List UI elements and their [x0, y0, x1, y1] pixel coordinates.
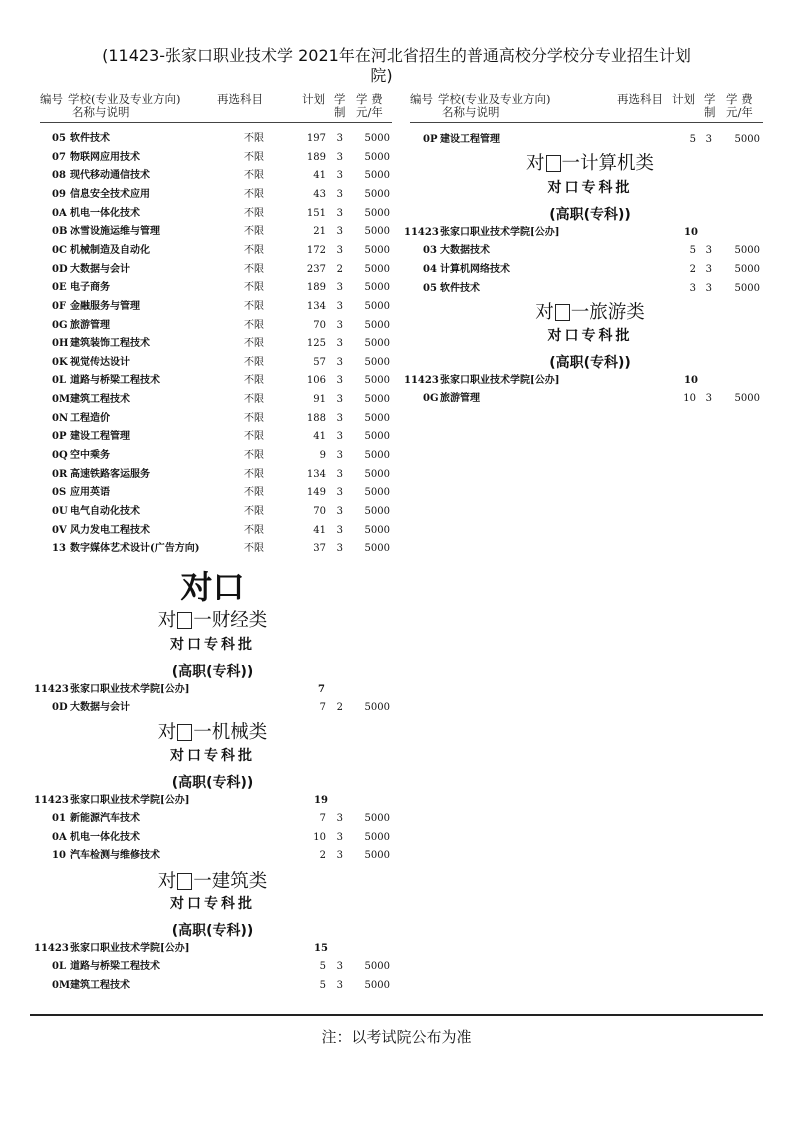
header-code: 编号 [40, 92, 63, 106]
school-name: 张家口职业技术学院[公办] [70, 795, 190, 806]
major-plan: 5 [689, 134, 696, 145]
major-plan: 57 [313, 356, 326, 368]
table-row [0, 977, 400, 994]
batch-title-jixie: 对口专科批 [170, 748, 255, 764]
major-subject: 不限 [244, 188, 264, 200]
school-plan: 10 [684, 227, 698, 238]
batch-title-lvyou: 对口专科批 [547, 328, 633, 344]
major-subject: 不限 [244, 226, 264, 238]
major-name: 大数据与会计 [70, 702, 130, 713]
major-years: 3 [336, 356, 343, 368]
major-name: 工程造价 [70, 412, 110, 424]
major-code: 01 [52, 813, 66, 824]
major-name: 风力发电工程技术 [70, 524, 150, 536]
major-fee: 5000 [364, 702, 390, 713]
major-plan: 106 [306, 375, 326, 387]
school-code: 11423 [404, 227, 439, 238]
major-subject: 不限 [244, 412, 264, 424]
major-plan: 37 [313, 543, 326, 555]
section-title-jianzhu [120, 867, 305, 893]
table-row [0, 810, 400, 827]
school-plan: 15 [314, 943, 328, 954]
major-name: 高速铁路客运服务 [70, 468, 150, 480]
major-name: 旅游管理 [70, 319, 110, 331]
major-fee: 5000 [364, 170, 390, 182]
major-subject: 不限 [244, 133, 264, 144]
major-plan: 134 [306, 300, 326, 312]
table-row [0, 484, 400, 501]
header-code: 编号 [410, 92, 433, 106]
table-row [0, 205, 400, 222]
table-row [0, 410, 400, 427]
major-plan: 7 [319, 813, 326, 824]
title-line-2: 院) [370, 66, 393, 85]
major-name: 空中乘务 [70, 450, 110, 462]
major-code: 0B [52, 226, 68, 238]
school-plan: 10 [684, 375, 698, 386]
major-fee: 5000 [364, 831, 390, 843]
table-row [0, 354, 400, 371]
major-years: 3 [336, 831, 343, 843]
major-fee: 5000 [364, 468, 390, 480]
major-code: 0F [52, 300, 67, 312]
major-plan: 5 [689, 245, 696, 256]
major-fee: 5000 [364, 356, 390, 368]
major-fee: 5000 [364, 450, 390, 462]
batch-title-jisuanji: 对口专科批 [547, 180, 633, 196]
major-code: 04 [423, 264, 437, 275]
major-subject: 不限 [244, 487, 264, 499]
major-fee: 5000 [364, 207, 390, 219]
major-fee: 5000 [364, 543, 390, 555]
major-fee: 5000 [364, 300, 390, 312]
section-title-jixie [120, 718, 305, 744]
footer-note: 注：以考试院公布为准 [321, 1028, 472, 1046]
major-fee: 5000 [364, 151, 390, 163]
major-plan: 172 [306, 244, 326, 256]
major-code: 0H [52, 338, 69, 350]
major-plan: 10 [683, 393, 696, 404]
table-row [0, 447, 400, 464]
major-years: 3 [336, 394, 343, 406]
major-fee: 5000 [364, 524, 390, 536]
table-row [0, 522, 400, 539]
major-code: 0S [52, 487, 67, 499]
major-name: 建设工程管理 [440, 134, 500, 145]
major-name: 机电一体化技术 [70, 831, 140, 843]
table-row [0, 540, 400, 557]
major-code: 0P [423, 134, 438, 145]
major-plan: 41 [313, 431, 326, 443]
major-subject: 不限 [244, 263, 264, 275]
table-row [0, 847, 400, 864]
major-code: 0N [52, 412, 69, 424]
major-plan: 2 [689, 264, 696, 275]
header-years: 学 [704, 92, 716, 106]
major-subject: 不限 [244, 431, 264, 443]
major-name: 旅游管理 [440, 393, 480, 404]
category-name: 一旅游类 [570, 302, 645, 323]
header-subject: 再选科目 [217, 92, 263, 106]
major-years: 3 [336, 338, 343, 350]
header-school: 学校(专业及专业方向) [68, 92, 181, 106]
major-plan: 188 [306, 412, 326, 424]
major-subject: 不限 [244, 356, 264, 368]
major-code: 0G [52, 319, 68, 331]
major-subject: 不限 [244, 468, 264, 480]
major-code: 0A [52, 831, 67, 843]
school-name: 张家口职业技术学院[公办] [70, 943, 190, 954]
header-years-sub: 制 [334, 105, 346, 119]
category-name: 一建筑类 [193, 871, 268, 892]
major-years: 3 [705, 283, 712, 294]
major-name: 软件技术 [440, 283, 480, 294]
missing-glyph-box [555, 304, 570, 321]
major-plan: 70 [313, 319, 326, 331]
major-subject: 不限 [244, 506, 264, 517]
category-name: 一财经类 [193, 610, 268, 631]
major-subject: 不限 [244, 524, 264, 536]
school-row-caijing [0, 681, 400, 698]
major-subject: 不限 [244, 450, 264, 462]
level-title-caijing: (高职(专科)) [171, 664, 254, 680]
school-code: 11423 [404, 375, 439, 386]
major-name: 汽车检测与维修技术 [70, 850, 160, 861]
table-row [0, 261, 793, 278]
major-code: 13 [52, 543, 66, 555]
school-code: 11423 [34, 943, 69, 954]
major-code: 03 [423, 245, 437, 256]
category-prefix: 对 [157, 871, 177, 892]
major-fee: 5000 [364, 431, 390, 443]
major-fee: 5000 [364, 319, 390, 331]
major-fee: 5000 [364, 338, 390, 350]
major-name: 建设工程管理 [70, 431, 130, 443]
major-years: 3 [336, 487, 343, 499]
major-name: 大数据与会计 [70, 263, 130, 275]
school-row-jisuanji [0, 224, 793, 241]
major-years: 3 [336, 170, 343, 182]
major-years: 3 [336, 961, 343, 972]
school-row-jianzhu [0, 940, 400, 957]
major-years: 2 [336, 702, 343, 713]
major-plan: 151 [306, 207, 326, 219]
major-plan: 5 [319, 979, 326, 991]
major-fee: 5000 [364, 188, 390, 200]
category-prefix: 对 [535, 302, 554, 323]
section-title-jisuanji [490, 149, 690, 175]
school-name: 张家口职业技术学院[公办] [70, 684, 190, 695]
major-plan: 70 [313, 506, 326, 517]
major-years: 3 [336, 207, 343, 219]
major-name: 电子商务 [70, 282, 110, 294]
duikou-heading: 对口 [180, 568, 245, 606]
major-plan: 197 [306, 133, 326, 144]
major-years: 3 [336, 151, 343, 163]
table-row [0, 131, 793, 148]
school-code: 11423 [34, 684, 69, 695]
header-school: 学校(专业及专业方向) [438, 92, 551, 106]
major-years: 3 [336, 524, 343, 536]
major-years: 3 [336, 468, 343, 480]
footer-divider [30, 1014, 763, 1016]
header-fee-sub: 元/年 [726, 105, 753, 119]
major-name: 机械制造及自动化 [70, 244, 150, 256]
level-title-lvyou: (高职(专科)) [549, 355, 631, 371]
major-code: 07 [52, 151, 66, 163]
missing-glyph-box [546, 155, 561, 172]
section-title-lvyou [490, 298, 690, 324]
right-header-divider [410, 122, 763, 123]
major-name: 大数据技术 [440, 245, 490, 256]
major-subject: 不限 [244, 338, 264, 350]
header-plan: 计划 [672, 92, 695, 106]
major-code: 08 [52, 170, 66, 182]
school-row-lvyou [0, 372, 793, 389]
major-plan: 10 [313, 831, 326, 843]
major-fee: 5000 [364, 979, 390, 991]
major-fee: 5000 [364, 487, 390, 499]
table-row [0, 958, 400, 975]
major-years: 3 [336, 188, 343, 200]
header-subject: 再选科目 [617, 92, 663, 106]
major-code: 0L [52, 375, 66, 387]
major-subject: 不限 [244, 282, 264, 294]
major-fee: 5000 [364, 412, 390, 424]
major-plan: 149 [306, 487, 326, 499]
major-plan: 21 [313, 226, 326, 238]
major-name: 现代移动通信技术 [70, 170, 150, 182]
level-title-jianzhu: (高职(专科)) [171, 923, 254, 939]
major-fee: 5000 [364, 226, 390, 238]
major-fee: 5000 [364, 850, 390, 861]
major-years: 3 [336, 133, 343, 144]
major-plan: 125 [306, 338, 326, 350]
major-years: 3 [336, 813, 343, 824]
major-subject: 不限 [244, 319, 264, 331]
header-school-sub: 名称与说明 [72, 105, 130, 119]
major-name: 信息安全技术应用 [70, 188, 150, 200]
major-plan: 41 [313, 524, 326, 536]
major-code: 09 [52, 188, 66, 200]
left-header-divider [40, 122, 392, 123]
major-code: 0K [52, 356, 68, 368]
major-years: 3 [336, 375, 343, 387]
major-fee: 5000 [734, 283, 760, 294]
major-fee: 5000 [364, 244, 390, 256]
major-name: 视觉传达设计 [70, 356, 130, 368]
major-years: 2 [336, 263, 343, 275]
table-row [0, 167, 400, 184]
major-years: 3 [705, 245, 712, 256]
category-name: 一计算机类 [561, 153, 655, 174]
major-years: 3 [336, 979, 343, 991]
major-code: 0M [52, 394, 71, 406]
school-name: 张家口职业技术学院[公办] [440, 375, 560, 386]
major-years: 3 [336, 506, 343, 517]
major-fee: 5000 [734, 393, 760, 404]
major-fee: 5000 [734, 264, 760, 275]
major-fee: 5000 [364, 282, 390, 294]
header-fee-sub: 元/年 [356, 105, 383, 119]
major-plan: 5 [319, 961, 326, 972]
major-plan: 237 [306, 263, 326, 275]
missing-glyph-box [177, 873, 192, 890]
major-code: 0D [52, 263, 68, 275]
batch-title-jianzhu: 对口专科批 [170, 896, 255, 912]
table-row [0, 242, 793, 259]
header-years: 学 [334, 92, 346, 106]
title-line-1: (11423-张家口职业技术学 2021年在河北省招生的普通高校分学校分专业招生计划 [102, 46, 691, 65]
major-fee: 5000 [364, 961, 390, 972]
major-code: 0Q [52, 450, 68, 462]
major-years: 3 [336, 850, 343, 861]
major-name: 机电一体化技术 [70, 207, 140, 219]
document-title [40, 46, 753, 86]
major-fee: 5000 [364, 813, 390, 824]
major-code: 0R [52, 468, 68, 480]
table-row [0, 390, 793, 407]
major-plan: 9 [319, 450, 326, 462]
category-prefix: 对 [157, 610, 177, 631]
major-subject: 不限 [244, 244, 264, 256]
table-row [0, 317, 400, 334]
major-code: 0P [52, 431, 67, 443]
major-name: 物联网应用技术 [70, 151, 140, 163]
major-plan: 91 [313, 394, 326, 406]
level-title-jisuanji: (高职(专科)) [549, 207, 631, 223]
major-plan: 43 [313, 188, 326, 200]
major-years: 3 [336, 226, 343, 238]
major-name: 电气自动化技术 [70, 506, 140, 517]
major-years: 3 [705, 134, 712, 145]
major-name: 建筑装饰工程技术 [70, 338, 150, 350]
major-code: 0D [52, 702, 68, 713]
batch-title-caijing: 对口专科批 [170, 637, 255, 653]
major-plan: 7 [319, 702, 326, 713]
major-plan: 134 [306, 468, 326, 480]
major-code: 0M [52, 979, 71, 991]
major-plan: 189 [306, 151, 326, 163]
header-school-sub: 名称与说明 [442, 105, 500, 119]
school-plan: 7 [318, 684, 325, 695]
major-name: 应用英语 [70, 487, 110, 499]
level-title-jixie: (高职(专科)) [171, 775, 254, 791]
major-plan: 189 [306, 282, 326, 294]
missing-glyph-box [177, 724, 192, 741]
major-years: 3 [336, 300, 343, 312]
table-row [0, 186, 400, 203]
major-code: 0U [52, 506, 68, 517]
major-name: 计算机网络技术 [440, 264, 510, 275]
major-name: 数字媒体艺术设计(广告方向) [70, 543, 200, 555]
major-fee: 5000 [734, 134, 760, 145]
missing-glyph-box [177, 612, 192, 629]
major-fee: 5000 [364, 263, 390, 275]
major-name: 新能源汽车技术 [70, 813, 140, 824]
major-name: 道路与桥梁工程技术 [70, 375, 160, 387]
major-fee: 5000 [364, 133, 390, 144]
major-name: 道路与桥梁工程技术 [70, 961, 160, 972]
major-subject: 不限 [244, 151, 264, 163]
major-years: 3 [336, 282, 343, 294]
school-row-jixie [0, 792, 400, 809]
major-plan: 41 [313, 170, 326, 182]
major-name: 软件技术 [70, 133, 110, 144]
school-code: 11423 [34, 795, 69, 806]
major-fee: 5000 [364, 394, 390, 406]
table-row [0, 829, 400, 846]
major-years: 3 [705, 393, 712, 404]
major-plan: 3 [689, 283, 696, 294]
category-prefix: 对 [157, 722, 177, 743]
major-code: 0G [423, 393, 439, 404]
header-fee: 学 费 [726, 92, 753, 106]
major-years: 3 [336, 319, 343, 331]
major-years: 3 [336, 244, 343, 256]
header-years-sub: 制 [704, 105, 716, 119]
major-years: 3 [336, 412, 343, 424]
major-code: 0E [52, 282, 67, 294]
major-code: 0C [52, 244, 67, 256]
major-years: 3 [336, 543, 343, 555]
category-name: 一机械类 [193, 722, 268, 743]
table-row [0, 503, 400, 520]
major-subject: 不限 [244, 543, 264, 555]
major-name: 冰雪设施运维与管理 [70, 226, 160, 238]
major-subject: 不限 [244, 375, 264, 387]
major-years: 3 [336, 431, 343, 443]
header-plan: 计划 [302, 92, 325, 106]
major-name: 建筑工程技术 [70, 394, 130, 406]
category-prefix: 对 [525, 153, 545, 174]
major-years: 3 [336, 450, 343, 462]
school-plan: 19 [314, 795, 328, 806]
table-row [0, 149, 400, 166]
table-row [0, 280, 793, 297]
table-row [0, 335, 400, 352]
table-row [0, 298, 400, 315]
major-fee: 5000 [364, 375, 390, 387]
major-code: 05 [423, 283, 437, 294]
major-code: 0L [52, 961, 66, 972]
major-code: 05 [52, 133, 66, 144]
major-subject: 不限 [244, 394, 264, 406]
major-code: 10 [52, 850, 66, 861]
major-fee: 5000 [364, 506, 390, 517]
header-fee: 学 费 [356, 92, 383, 106]
major-fee: 5000 [734, 245, 760, 256]
table-row [0, 466, 400, 483]
major-code: 0A [52, 207, 67, 219]
major-subject: 不限 [244, 300, 264, 312]
table-row [0, 699, 400, 716]
section-title-caijing [120, 606, 305, 632]
major-name: 金融服务与管理 [70, 300, 140, 312]
major-plan: 2 [319, 850, 326, 861]
major-years: 3 [705, 264, 712, 275]
major-subject: 不限 [244, 170, 264, 182]
major-subject: 不限 [244, 207, 264, 219]
major-code: 0V [52, 524, 67, 536]
major-name: 建筑工程技术 [70, 979, 130, 991]
school-name: 张家口职业技术学院[公办] [440, 227, 560, 238]
table-row [0, 428, 400, 445]
